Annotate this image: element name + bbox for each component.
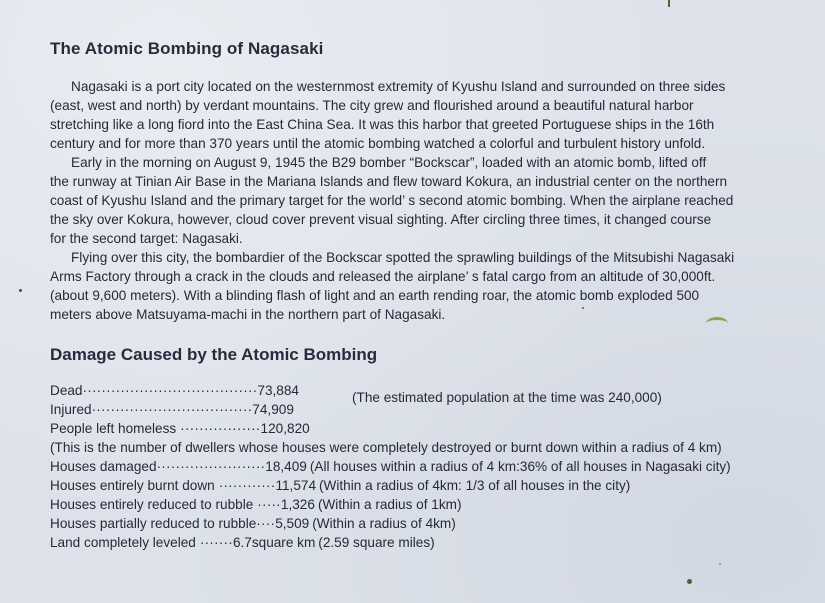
stat-leader-dots: ················· (176, 421, 261, 436)
paragraph-line: century and for more than 370 years until the atomic bombing watched a colorful and turbulent history unfold. (50, 136, 706, 151)
stat-label: Houses entirely burnt down (50, 478, 215, 493)
paragraph-line: Nagasaki is a port city located on the westernmost extremity of Kyushu Island and surrounded on three sides (71, 79, 726, 94)
stat-label: Houses partially reduced to rubble (50, 516, 257, 531)
leaf-debris (706, 317, 728, 330)
stat-label: Injured (50, 402, 92, 417)
stat-row-land-leveled (50, 533, 731, 552)
stat-leader-dots: ····· (253, 497, 281, 512)
stat-note: (Within a radius of 1km) (317, 497, 462, 512)
stat-leader-dots: ·································· (91, 402, 253, 417)
stat-leader-dots: ······················· (156, 459, 266, 474)
paragraph-line: the runway at Tinian Air Base in the Mariana Islands and flew toward Kokura, an industrial center on the northern (50, 174, 728, 189)
stat-value: 11,574 (275, 478, 317, 493)
paragraph-line: (east, west and north) by verdant mountains. The city grew and flourished around a beautiful natural harbor (50, 98, 694, 113)
stat-label: Houses damaged (50, 459, 157, 474)
population-note: (The estimated population at the time was 240,000) (352, 390, 662, 405)
stat-value: 6.7square km (232, 535, 316, 550)
paragraph-line: Early in the morning on August 9, 1945 the B29 bomber “Bockscar”, loaded with an atomic bomb, lifted off (71, 155, 707, 170)
paragraph-line: the sky over Kokura, however, cloud cover prevent visual sighting. After circling three times, it changed course (50, 212, 712, 227)
paragraph-bombing (50, 248, 820, 324)
stat-note: (Within a radius of 4km: 1/3 of all houses in the city) (319, 478, 631, 493)
dirt-speck (582, 307, 584, 309)
stat-label: Land completely leveled (50, 535, 196, 550)
dirt-speck (719, 563, 721, 565)
paragraph-geography (50, 77, 820, 153)
stat-value: 1,326 (280, 497, 315, 512)
paragraph-line: Arms Factory through a crack in the clouds and released the airplane’ s fatal cargo from an altitude of 30,000ft. (50, 269, 716, 284)
stat-label: Houses entirely reduced to rubble (50, 497, 254, 512)
stat-value: 18,409 (265, 459, 307, 474)
stat-value: 5,509 (275, 516, 310, 531)
dirt-speck (19, 289, 22, 292)
stat-explanation: (This is the number of dwellers whose houses were completely destroyed or burnt down within a radius of 4 km) (50, 440, 722, 455)
paragraph-line: for the second target: Nagasaki. (50, 231, 243, 246)
paragraph-line: meters above Matsuyama-machi in the northern part of Nagasaki. (50, 307, 446, 322)
stat-label: Dead (50, 383, 83, 398)
stat-leader-dots: ···· (256, 516, 276, 531)
stat-leader-dots: ············ (214, 478, 276, 493)
paragraph-line: Flying over this city, the bombardier of the Bockscar spotted the sprawling buildings of the Mitsubishi Nagasaki (71, 250, 735, 265)
dirt-speck (687, 579, 692, 584)
stat-row-houses-burnt (50, 476, 731, 495)
stat-note: (Within a radius of 4km) (312, 516, 456, 531)
stat-row-homeless (50, 419, 731, 438)
stat-value: 120,820 (260, 421, 310, 436)
stat-value: 74,909 (252, 402, 294, 417)
stat-note: (2.59 square miles) (318, 535, 435, 550)
stat-value: 73,884 (257, 383, 299, 398)
stat-row-houses-damaged (50, 457, 731, 476)
plant-stem-debris (668, 0, 670, 7)
stat-label: People left homeless (50, 421, 177, 436)
damage-section-title: Damage Caused by the Atomic Bombing (50, 345, 378, 364)
stat-row-houses-rubble-partial (50, 514, 731, 533)
stat-leader-dots: ······· (195, 535, 233, 550)
damage-statistics (50, 381, 731, 552)
paragraph-line: stretching like a long fiord into the East China Sea. It was this harbor that greeted Portuguese ships in the 16th (50, 117, 715, 132)
paragraph-line: coast of Kyushu Island and the primary target for the world’ s second atomic bombing. When the airplane reached (50, 193, 734, 208)
stat-row-houses-rubble-entire (50, 495, 731, 514)
stat-note: (All houses within a radius of 4 km:36% of all houses in Nagasaki city) (309, 459, 731, 474)
paragraph-flight (50, 153, 820, 248)
paragraph-line: (about 9,600 meters). With a blinding flash of light and an earth rending roar, the atomic bomb exploded 500 (50, 288, 700, 303)
stat-leader-dots: ····································· (82, 383, 258, 398)
sign-title: The Atomic Bombing of Nagasaki (50, 39, 324, 58)
stat-row-homeless-note (50, 438, 731, 457)
